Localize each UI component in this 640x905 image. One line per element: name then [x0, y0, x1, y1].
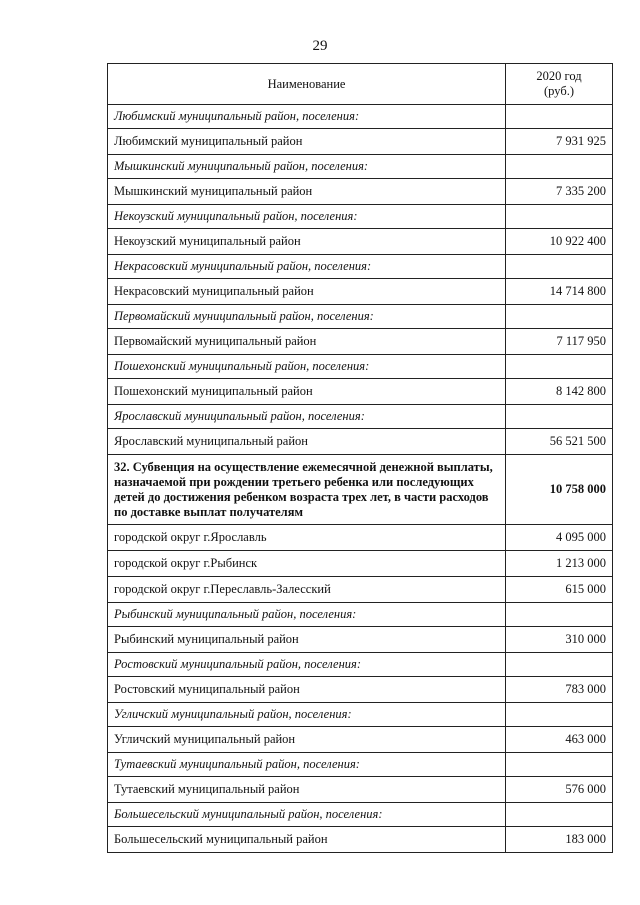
row-amount-cell: 7 335 200	[506, 179, 613, 205]
row-amount-cell	[506, 105, 613, 129]
table-row	[108, 727, 613, 753]
row-name-cell: Пошехонский муниципальный район, поселения:	[108, 355, 506, 379]
column-header-year-label: 2020 год	[536, 69, 582, 83]
section-subheader-row	[108, 105, 613, 129]
row-amount-cell: 183 000	[506, 827, 613, 853]
section-subheader-row	[108, 753, 613, 777]
row-amount-cell	[506, 355, 613, 379]
table-body	[108, 105, 613, 853]
row-name-cell: Некоузский муниципальный район	[108, 229, 506, 255]
row-amount-cell: 7 931 925	[506, 129, 613, 155]
table-row	[108, 827, 613, 853]
table-row	[108, 677, 613, 703]
table-row	[108, 577, 613, 603]
row-name-cell: Тутаевский муниципальный район, поселения:	[108, 753, 506, 777]
row-name-cell: Угличский муниципальный район, поселения:	[108, 703, 506, 727]
row-amount-cell	[506, 653, 613, 677]
row-name-cell: Любимский муниципальный район	[108, 129, 506, 155]
row-name-cell: Мышкинский муниципальный район, поселения:	[108, 155, 506, 179]
row-name-cell: Первомайский муниципальный район, поселения:	[108, 305, 506, 329]
row-amount-cell: 463 000	[506, 727, 613, 753]
row-amount-cell	[506, 155, 613, 179]
row-name-cell: Рыбинский муниципальный район	[108, 627, 506, 653]
table-row	[108, 129, 613, 155]
row-name-cell: Тутаевский муниципальный район	[108, 777, 506, 803]
table-row	[108, 551, 613, 577]
section-subheader-row	[108, 305, 613, 329]
subvention-total-row	[108, 455, 613, 525]
section-subheader-row	[108, 653, 613, 677]
row-name-cell: Пошехонский муниципальный район	[108, 379, 506, 405]
row-amount-cell: 1 213 000	[506, 551, 613, 577]
row-amount-cell: 14 714 800	[506, 279, 613, 305]
row-name-cell: Ростовский муниципальный район, поселения:	[108, 653, 506, 677]
table-row	[108, 279, 613, 305]
row-name-cell: Ярославский муниципальный район, поселения:	[108, 405, 506, 429]
row-amount-cell	[506, 305, 613, 329]
budget-table	[107, 63, 613, 853]
page-number: 29	[312, 38, 328, 54]
column-header-year	[506, 64, 613, 105]
row-name-cell: Ростовский муниципальный район	[108, 677, 506, 703]
table-row	[108, 379, 613, 405]
row-name-cell: Некрасовский муниципальный район	[108, 279, 506, 305]
row-amount-cell: 576 000	[506, 777, 613, 803]
table-row	[108, 525, 613, 551]
row-amount-cell: 310 000	[506, 627, 613, 653]
table-row	[108, 329, 613, 355]
column-header-name: Наименование	[108, 64, 506, 105]
section-subheader-row	[108, 603, 613, 627]
row-amount-cell	[506, 255, 613, 279]
table-row	[108, 627, 613, 653]
table-row	[108, 429, 613, 455]
section-subheader-row	[108, 703, 613, 727]
row-name-cell: городской округ г.Ярославль	[108, 525, 506, 551]
row-amount-cell	[506, 753, 613, 777]
row-name-cell: Первомайский муниципальный район	[108, 329, 506, 355]
row-amount-cell: 7 117 950	[506, 329, 613, 355]
row-name-cell: Большесельский муниципальный район	[108, 827, 506, 853]
row-name-cell: Угличский муниципальный район	[108, 727, 506, 753]
row-amount-cell: 56 521 500	[506, 429, 613, 455]
row-name-cell: 32. Субвенция на осуществление ежемесячной денежной выплаты, назначаемой при рождении третьего ребенка или последующих детей до достижения ребенком возраста трех лет, в части расходов по доставке выплат получателям	[108, 455, 506, 525]
table-row	[108, 179, 613, 205]
row-amount-cell	[506, 703, 613, 727]
row-name-cell: Любимский муниципальный район, поселения:	[108, 105, 506, 129]
row-amount-cell	[506, 603, 613, 627]
row-amount-cell	[506, 205, 613, 229]
row-name-cell: городской округ г.Переславль-Залесский	[108, 577, 506, 603]
row-amount-cell: 783 000	[506, 677, 613, 703]
section-subheader-row	[108, 205, 613, 229]
row-amount-cell: 4 095 000	[506, 525, 613, 551]
row-name-cell: Мышкинский муниципальный район	[108, 179, 506, 205]
row-name-cell: Некоузский муниципальный район, поселения:	[108, 205, 506, 229]
section-subheader-row	[108, 405, 613, 429]
row-name-cell: Некрасовский муниципальный район, поселения:	[108, 255, 506, 279]
row-amount-cell	[506, 405, 613, 429]
section-subheader-row	[108, 255, 613, 279]
row-name-cell: Ярославский муниципальный район	[108, 429, 506, 455]
table-row	[108, 777, 613, 803]
section-subheader-row	[108, 155, 613, 179]
row-amount-cell: 10 758 000	[506, 455, 613, 525]
row-name-cell: Большесельский муниципальный район, поселения:	[108, 803, 506, 827]
section-subheader-row	[108, 355, 613, 379]
section-subheader-row	[108, 803, 613, 827]
row-amount-cell	[506, 803, 613, 827]
column-header-unit: (руб.)	[544, 84, 574, 98]
table-row	[108, 229, 613, 255]
row-amount-cell: 10 922 400	[506, 229, 613, 255]
table-header-row	[108, 64, 613, 105]
row-name-cell: городской округ г.Рыбинск	[108, 551, 506, 577]
row-amount-cell: 8 142 800	[506, 379, 613, 405]
row-amount-cell: 615 000	[506, 577, 613, 603]
row-name-cell: Рыбинский муниципальный район, поселения:	[108, 603, 506, 627]
